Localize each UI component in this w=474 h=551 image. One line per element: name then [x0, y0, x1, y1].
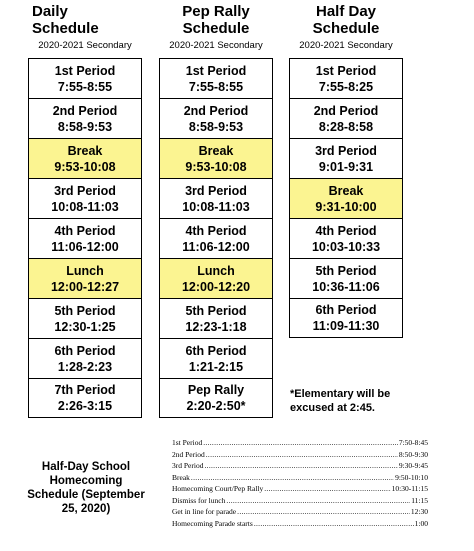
period-name: 2nd Period [313, 103, 379, 118]
homecoming-row [172, 495, 428, 507]
homecoming-title: Half-Day School Homecoming Schedule (September 25, 2020) [27, 461, 145, 515]
period-name: 6th Period [185, 343, 247, 358]
period-time: 9:53-10:08 [54, 159, 116, 174]
schedule-cell [159, 178, 273, 218]
schedule-cell [159, 258, 273, 298]
half-day-schedule-table [289, 58, 403, 338]
schedule-cell [289, 218, 403, 258]
period-time: 11:09-11:30 [312, 319, 380, 333]
schedule-cell [28, 338, 142, 378]
period-time: 1:21-2:15 [188, 359, 244, 374]
homecoming-item-label: Homecoming Court/Pep Rally [172, 484, 264, 493]
period-name: Break [67, 143, 103, 158]
period-name: Break [198, 143, 234, 158]
period-time: 2:26-3:15 [57, 399, 113, 413]
schedule-cell [28, 218, 142, 258]
period-name: 2nd Period [52, 103, 118, 118]
schedule-cell [159, 58, 273, 98]
period-name: 1st Period [315, 63, 377, 78]
period-time: 11:06-12:00 [182, 239, 250, 254]
period-time: 12:00-12:27 [50, 279, 120, 294]
dot-leader [226, 495, 410, 507]
schedule-cell [159, 138, 273, 178]
period-name: 5th Period [315, 263, 377, 278]
period-name: 4th Period [185, 223, 247, 238]
homecoming-item-time: 1:00 [414, 518, 428, 528]
period-time: 12:23-1:18 [185, 319, 247, 334]
period-time: 10:03-10:33 [311, 239, 381, 254]
pep-title-line1: Pep Rally [182, 3, 250, 20]
period-name: 5th Period [54, 303, 116, 318]
period-time: 8:58-9:53 [188, 119, 244, 134]
schedule-cell [289, 138, 403, 178]
schedule-cell [28, 98, 142, 138]
schedule-cell [28, 138, 142, 178]
schedule-cell [289, 258, 403, 298]
period-name: 1st Period [54, 63, 116, 78]
period-time: 8:58-9:53 [57, 119, 113, 134]
homecoming-row [172, 483, 428, 495]
period-name: 4th Period [315, 223, 377, 238]
period-time: 10:08-11:03 [51, 199, 119, 214]
schedule-cell [159, 218, 273, 258]
period-name: 3rd Period [315, 143, 377, 158]
period-time: 9:31-10:00 [315, 199, 377, 214]
homecoming-item-time: 7:50-8:45 [398, 438, 428, 447]
period-time: 12:30-1:25 [54, 319, 116, 334]
homecoming-row [172, 460, 428, 472]
dot-leader [264, 483, 390, 495]
period-time: 9:01-9:31 [318, 159, 374, 174]
period-name: 6th Period [315, 303, 377, 317]
pep-rally-schedule-header [159, 3, 273, 51]
period-name: 2nd Period [183, 103, 249, 118]
daily-schedule-table [28, 58, 142, 418]
schedule-cell [289, 178, 403, 218]
homecoming-item-label: 3rd Period [172, 461, 204, 470]
schedule-cell [159, 338, 273, 378]
schedule-cell [28, 378, 142, 418]
schedule-cell [289, 98, 403, 138]
schedule-cell [28, 178, 142, 218]
homecoming-item-label: 1st Period [172, 438, 203, 447]
period-name: 6th Period [54, 343, 116, 358]
half-title-line2: Schedule [312, 20, 380, 37]
schedule-cell [28, 258, 142, 298]
period-time: 7:55-8:25 [318, 79, 374, 94]
homecoming-item-time: 8:50-9:30 [398, 449, 428, 459]
period-name: Lunch [66, 263, 104, 278]
period-name: 7th Period [54, 383, 116, 397]
dot-leader [237, 506, 410, 518]
schedule-cell [289, 298, 403, 338]
dot-leader [191, 472, 394, 484]
homecoming-row [172, 437, 428, 449]
period-time: 1:28-2:23 [57, 359, 113, 374]
schedule-cell [159, 298, 273, 338]
pep-title-line2: Schedule [182, 20, 250, 37]
period-time: 12:00-12:20 [181, 279, 251, 294]
daily-subtitle: 2020-2021 Secondary [38, 40, 132, 51]
daily-title-line2: Schedule [32, 20, 99, 37]
homecoming-item-label: Dismiss for lunch [172, 495, 226, 505]
homecoming-item-time: 12:30 [410, 507, 428, 516]
homecoming-row [172, 472, 428, 484]
pep-rally-schedule-table [159, 58, 273, 418]
half-title-line1: Half Day [315, 3, 377, 20]
homecoming-item-label: Homecoming Parade starts [172, 518, 253, 528]
schedule-cell [28, 298, 142, 338]
homecoming-item-time: 9:30-9:45 [398, 461, 428, 470]
schedule-cell [289, 58, 403, 98]
half-day-schedule-header [289, 3, 403, 51]
schedule-cell [28, 58, 142, 98]
homecoming-item-label: Get in line for parade [172, 507, 237, 516]
period-name: 3rd Period [185, 183, 247, 198]
homecoming-schedule-list [172, 437, 428, 529]
daily-schedule-header [28, 3, 142, 51]
period-name: Pep Rally [187, 383, 245, 397]
elementary-note: *Elementary will be excused at 2:45. [290, 388, 391, 414]
homecoming-item-label: Break [172, 472, 190, 482]
period-name: 1st Period [185, 63, 247, 78]
period-time: 9:53-10:08 [185, 159, 247, 174]
homecoming-item-time: 10:30-11:15 [391, 484, 428, 493]
homecoming-row [172, 518, 428, 530]
period-name: 3rd Period [54, 183, 116, 198]
period-time: 7:55-8:55 [57, 79, 113, 94]
dot-leader [204, 460, 397, 472]
period-name: Lunch [197, 263, 235, 278]
period-name: 5th Period [185, 303, 247, 318]
homecoming-row [172, 449, 428, 461]
homecoming-item-time: 11:15 [411, 495, 428, 505]
schedule-cell [159, 378, 273, 418]
pep-subtitle: 2020-2021 Secondary [169, 40, 263, 51]
homecoming-item-time: 9:50-10:10 [395, 472, 428, 482]
dot-leader [254, 518, 414, 530]
period-name: 4th Period [54, 223, 116, 238]
dot-leader [203, 437, 398, 449]
period-time: 8:28-8:58 [318, 119, 374, 134]
period-name: Break [328, 183, 364, 198]
period-time: 11:06-12:00 [51, 239, 119, 254]
homecoming-row [172, 506, 428, 518]
schedule-cell [159, 98, 273, 138]
daily-title-line1: Daily [32, 3, 68, 20]
homecoming-item-label: 2nd Period [172, 449, 205, 459]
dot-leader [206, 449, 398, 461]
half-subtitle: 2020-2021 Secondary [299, 40, 393, 51]
period-time: 2:20-2:50* [186, 399, 246, 413]
period-time: 10:08-11:03 [182, 199, 250, 214]
period-time: 7:55-8:55 [188, 79, 244, 94]
period-time: 10:36-11:06 [312, 279, 380, 294]
